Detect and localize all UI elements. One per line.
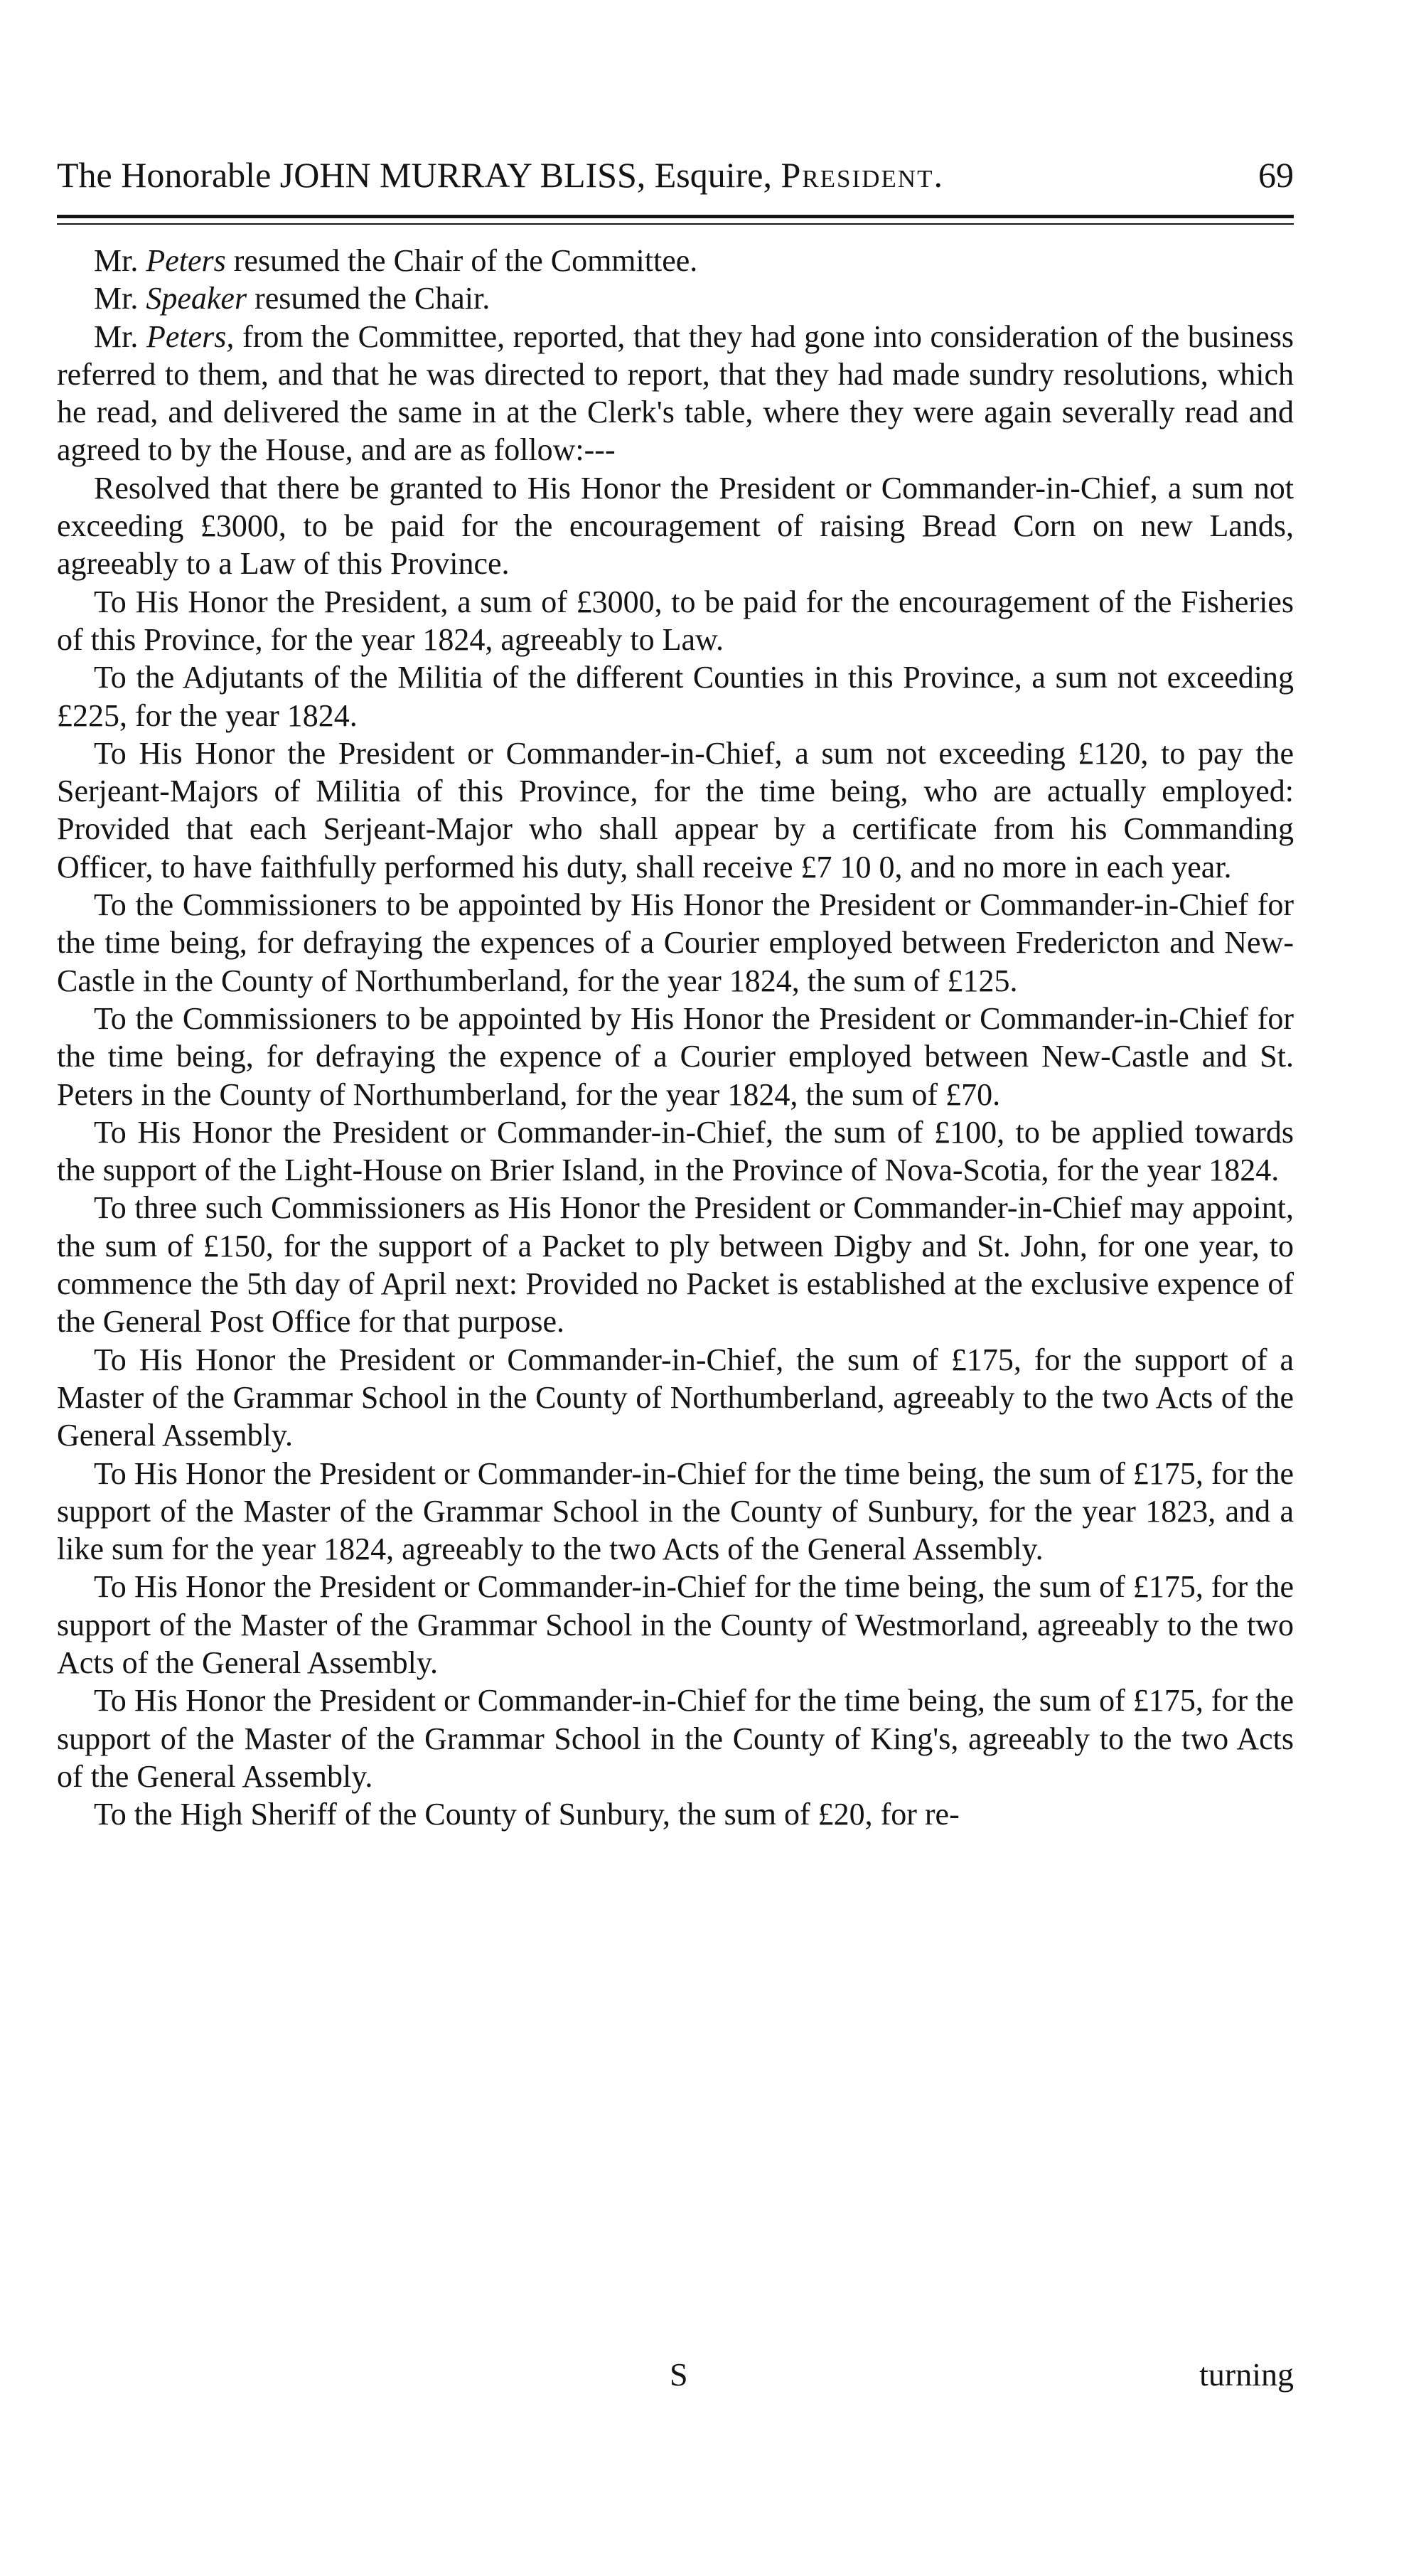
paragraph bbox=[57, 1682, 1294, 1795]
page-body bbox=[57, 242, 1294, 1833]
paragraph bbox=[57, 1189, 1294, 1340]
header-title: The Honorable JOHN MURRAY BLISS, Esquire, bbox=[57, 155, 772, 195]
text-run: To the Adjutants of the Militia of the different Counties in this Province, a sum not exceeding £225, for the year 1824. bbox=[57, 660, 1294, 733]
header-rule-thin bbox=[57, 223, 1294, 225]
paragraph bbox=[57, 1000, 1294, 1113]
italic-text: Peters bbox=[146, 243, 226, 278]
text-run: To the Commissioners to be appointed by His Honor the President or Commander-in-Chief for the time being, for defraying the expence of a Courier employed between New-Castle and St. Peters in the County of Northumberland, for the year 1824, the sum of £70. bbox=[57, 1000, 1294, 1112]
text-run: To three such Commissioners as His Honor the President or Commander-in-Chief may appoint, the sum of £150, for the support of a Packet to ply between Digby and St. John, for one year, to commence the 5th day of April next: Provided no Packet is established at the exclusive expence of the General Post Office for that purpose. bbox=[57, 1190, 1294, 1340]
paragraph bbox=[57, 1341, 1294, 1455]
text-run: resumed the Chair. bbox=[247, 281, 490, 316]
paragraph bbox=[57, 279, 1294, 317]
paragraph bbox=[57, 1795, 1294, 1833]
text-run: Mr. bbox=[94, 243, 146, 278]
page-number: 69 bbox=[1258, 155, 1294, 195]
paragraph bbox=[57, 469, 1294, 583]
text-run: To His Honor the President or Commander-in-Chief for the time being, the sum of £175, for the support of the Master of the Grammar School in the County of Sunbury, for the year 1823, and a like sum for the year 1824, agreeably to the two Acts of the General Assembly. bbox=[57, 1455, 1294, 1567]
text-run: To His Honor the President or Commander-in-Chief for the time being, the sum of £175, for the support of the Master of the Grammar School in the County of Westmorland, agreeably to the two Acts of the General Assembly. bbox=[57, 1569, 1294, 1680]
text-run: Mr. bbox=[94, 281, 146, 316]
text-run: To His Honor the President or Commander-in-Chief for the time being, the sum of £175, for the support of the Master of the Grammar School in the County of King's, agreeably to the two Acts of the General Assembly. bbox=[57, 1683, 1294, 1794]
paragraph bbox=[57, 734, 1294, 886]
text-run: Mr. bbox=[94, 319, 146, 354]
text-run: resumed the Chair of the Committee. bbox=[225, 243, 698, 278]
text-run: Resolved that there be granted to His Honor the President or Commander-in-Chief, a sum not exceeding £3000, to be paid for the encouragement of raising Bread Corn on new Lands, agreeably to a Law of this Province. bbox=[57, 470, 1294, 582]
paragraph bbox=[57, 1568, 1294, 1682]
text-run: To the Commissioners to be appointed by His Honor the President or Commander-in-Chief for the time being, for defraying the expences of a Courier employed between Fredericton and New-Castle in the County of Northumberland, for the year 1824, the sum of £125. bbox=[57, 887, 1294, 998]
text-run: To the High Sheriff of the County of Sunbury, the sum of £20, for re- bbox=[94, 1797, 960, 1832]
header-rule-thick bbox=[57, 215, 1294, 218]
header-role: President. bbox=[781, 155, 944, 195]
running-header bbox=[57, 153, 1294, 197]
italic-text: Peters, bbox=[146, 319, 235, 354]
text-run: To His Honor the President or Commander-in-Chief, the sum of £175, for the support of a Master of the Grammar School in the County of Northumberland, agreeably to the two Acts of the General Assembly. bbox=[57, 1342, 1294, 1453]
text-run: To His Honor the President, a sum of £3000, to be paid for the encouragement of the Fisheries of this Province, for the year 1824, agreeably to Law. bbox=[57, 584, 1294, 657]
paragraph bbox=[57, 658, 1294, 734]
text-run: from the Committee, reported, that they had gone into consideration of the business referred to them, and that he was directed to report, that they had made sundry resolutions, which he read, and delivered the same in at the Clerk's table, where they were again severally read and agreed to by the House, and are as follow:--- bbox=[57, 319, 1294, 468]
paragraph bbox=[57, 583, 1294, 659]
text-run: To His Honor the President or Commander-in-Chief, a sum not exceeding £120, to pay the Serjeant-Majors of Militia of this Province, for the time being, who are actually employed: Provided that each Serjeant-Major who shall appear by a certificate from his Commanding Officer, to have faithfully performed his duty, shall receive £7 10 0, and no more in each year. bbox=[57, 735, 1294, 885]
paragraph bbox=[57, 318, 1294, 469]
page-footer bbox=[57, 2353, 1294, 2396]
text-run: To His Honor the President or Commander-in-Chief, the sum of £100, to be applied towards the support of the Light-House on Brier Island, in the Province of Nova-Scotia, for the year 1824. bbox=[57, 1114, 1294, 1188]
catchword: turning bbox=[1199, 2356, 1294, 2393]
header-title-group bbox=[57, 153, 944, 197]
paragraph bbox=[57, 1455, 1294, 1568]
paragraph bbox=[57, 1113, 1294, 1190]
italic-text: Speaker bbox=[146, 281, 247, 316]
paragraph bbox=[57, 242, 1294, 279]
signature-mark: S bbox=[670, 2356, 688, 2393]
paragraph bbox=[57, 886, 1294, 1000]
